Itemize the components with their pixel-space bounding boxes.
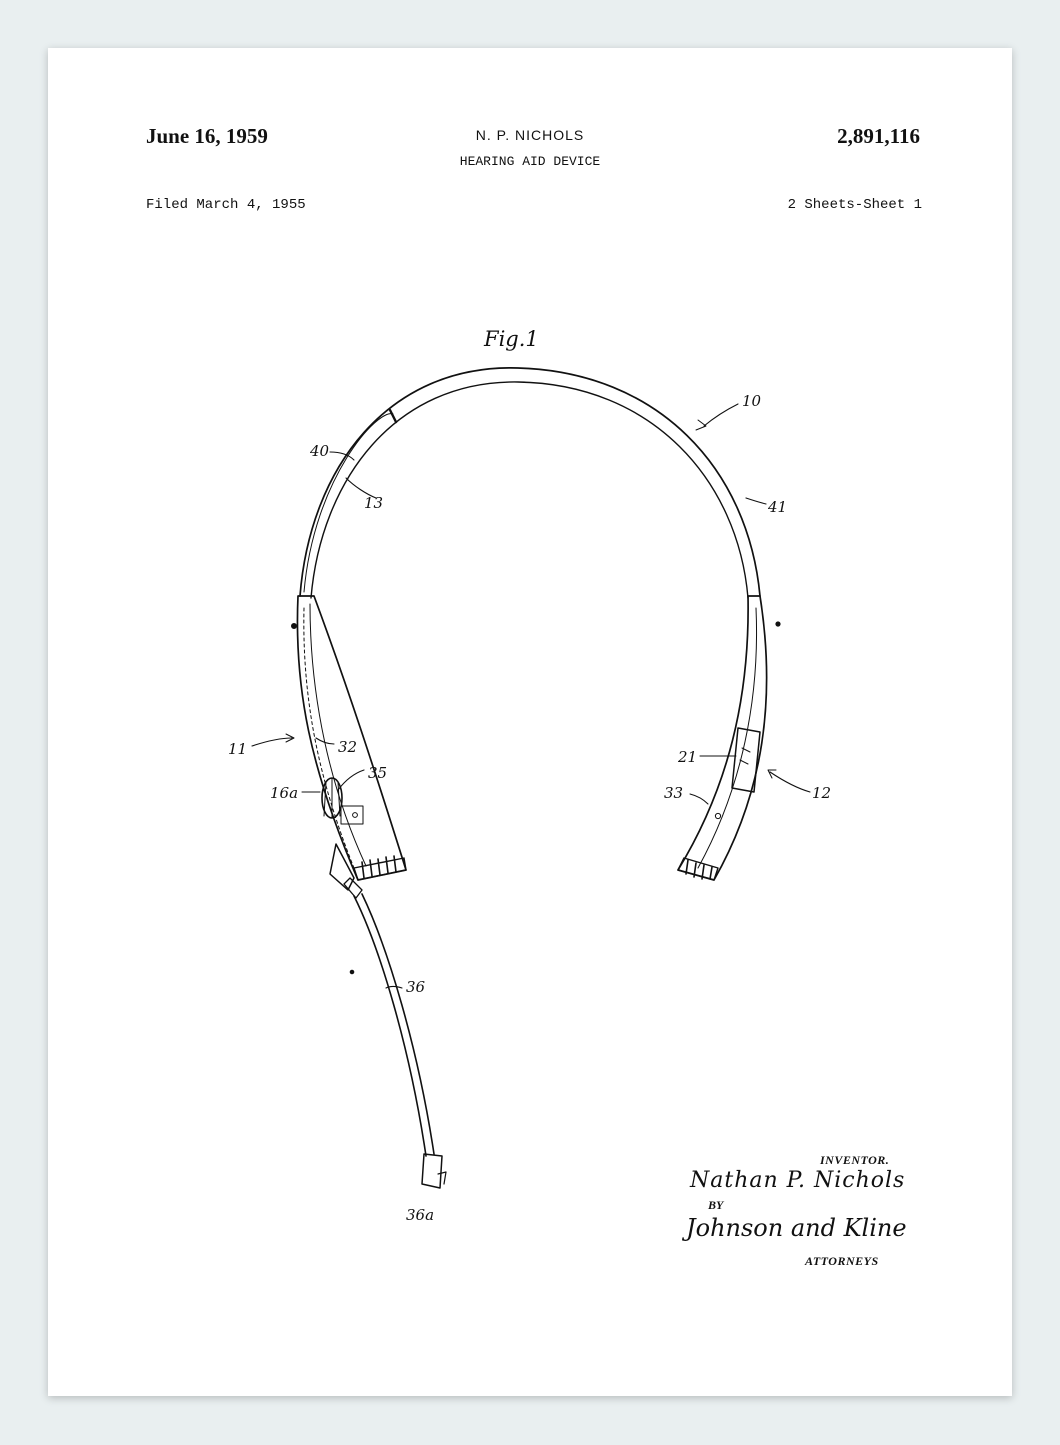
sheet-count: 2 Sheets-Sheet 1: [787, 197, 922, 213]
patent-title: HEARING AID DEVICE: [459, 154, 601, 169]
figure-label: Fig.1: [484, 327, 539, 351]
inventor-header: N. P. NICHOLS: [475, 127, 585, 143]
patent-date: June 16, 1959: [146, 124, 268, 148]
patent-number: 2,891,116: [837, 124, 920, 148]
callout-33: 33: [664, 784, 684, 802]
patent-sheet: [48, 48, 1012, 1396]
callout-12: 12: [812, 784, 832, 802]
callout-16a: 16a: [270, 784, 299, 802]
inventor-tag: INVENTOR.: [820, 1153, 890, 1167]
callout-21: 21: [678, 748, 698, 766]
attorneys-tag: ATTORNEYS: [805, 1254, 879, 1268]
hearing-aid-cord: [351, 894, 447, 1188]
hearing-aid-drawing: [48, 48, 1012, 1396]
callout-32: 32: [338, 738, 358, 756]
callout-41: 41: [768, 498, 788, 516]
callout-leaders: [252, 404, 810, 988]
attorney-signature: Johnson and Kline: [686, 1214, 907, 1242]
by-label: BY: [708, 1198, 724, 1212]
headband-arch: [300, 368, 760, 598]
callout-40: 40: [310, 442, 330, 460]
filed-date: Filed March 4, 1955: [146, 197, 306, 213]
right-earpiece-housing: [678, 596, 780, 880]
callout-36: 36: [406, 978, 426, 996]
callout-36a: 36a: [406, 1206, 435, 1224]
inventor-signature: Nathan P. Nichols: [690, 1168, 906, 1193]
callout-35: 35: [368, 764, 388, 782]
callout-10: 10: [742, 392, 762, 410]
callout-13: 13: [364, 494, 384, 512]
callout-11: 11: [228, 740, 248, 758]
